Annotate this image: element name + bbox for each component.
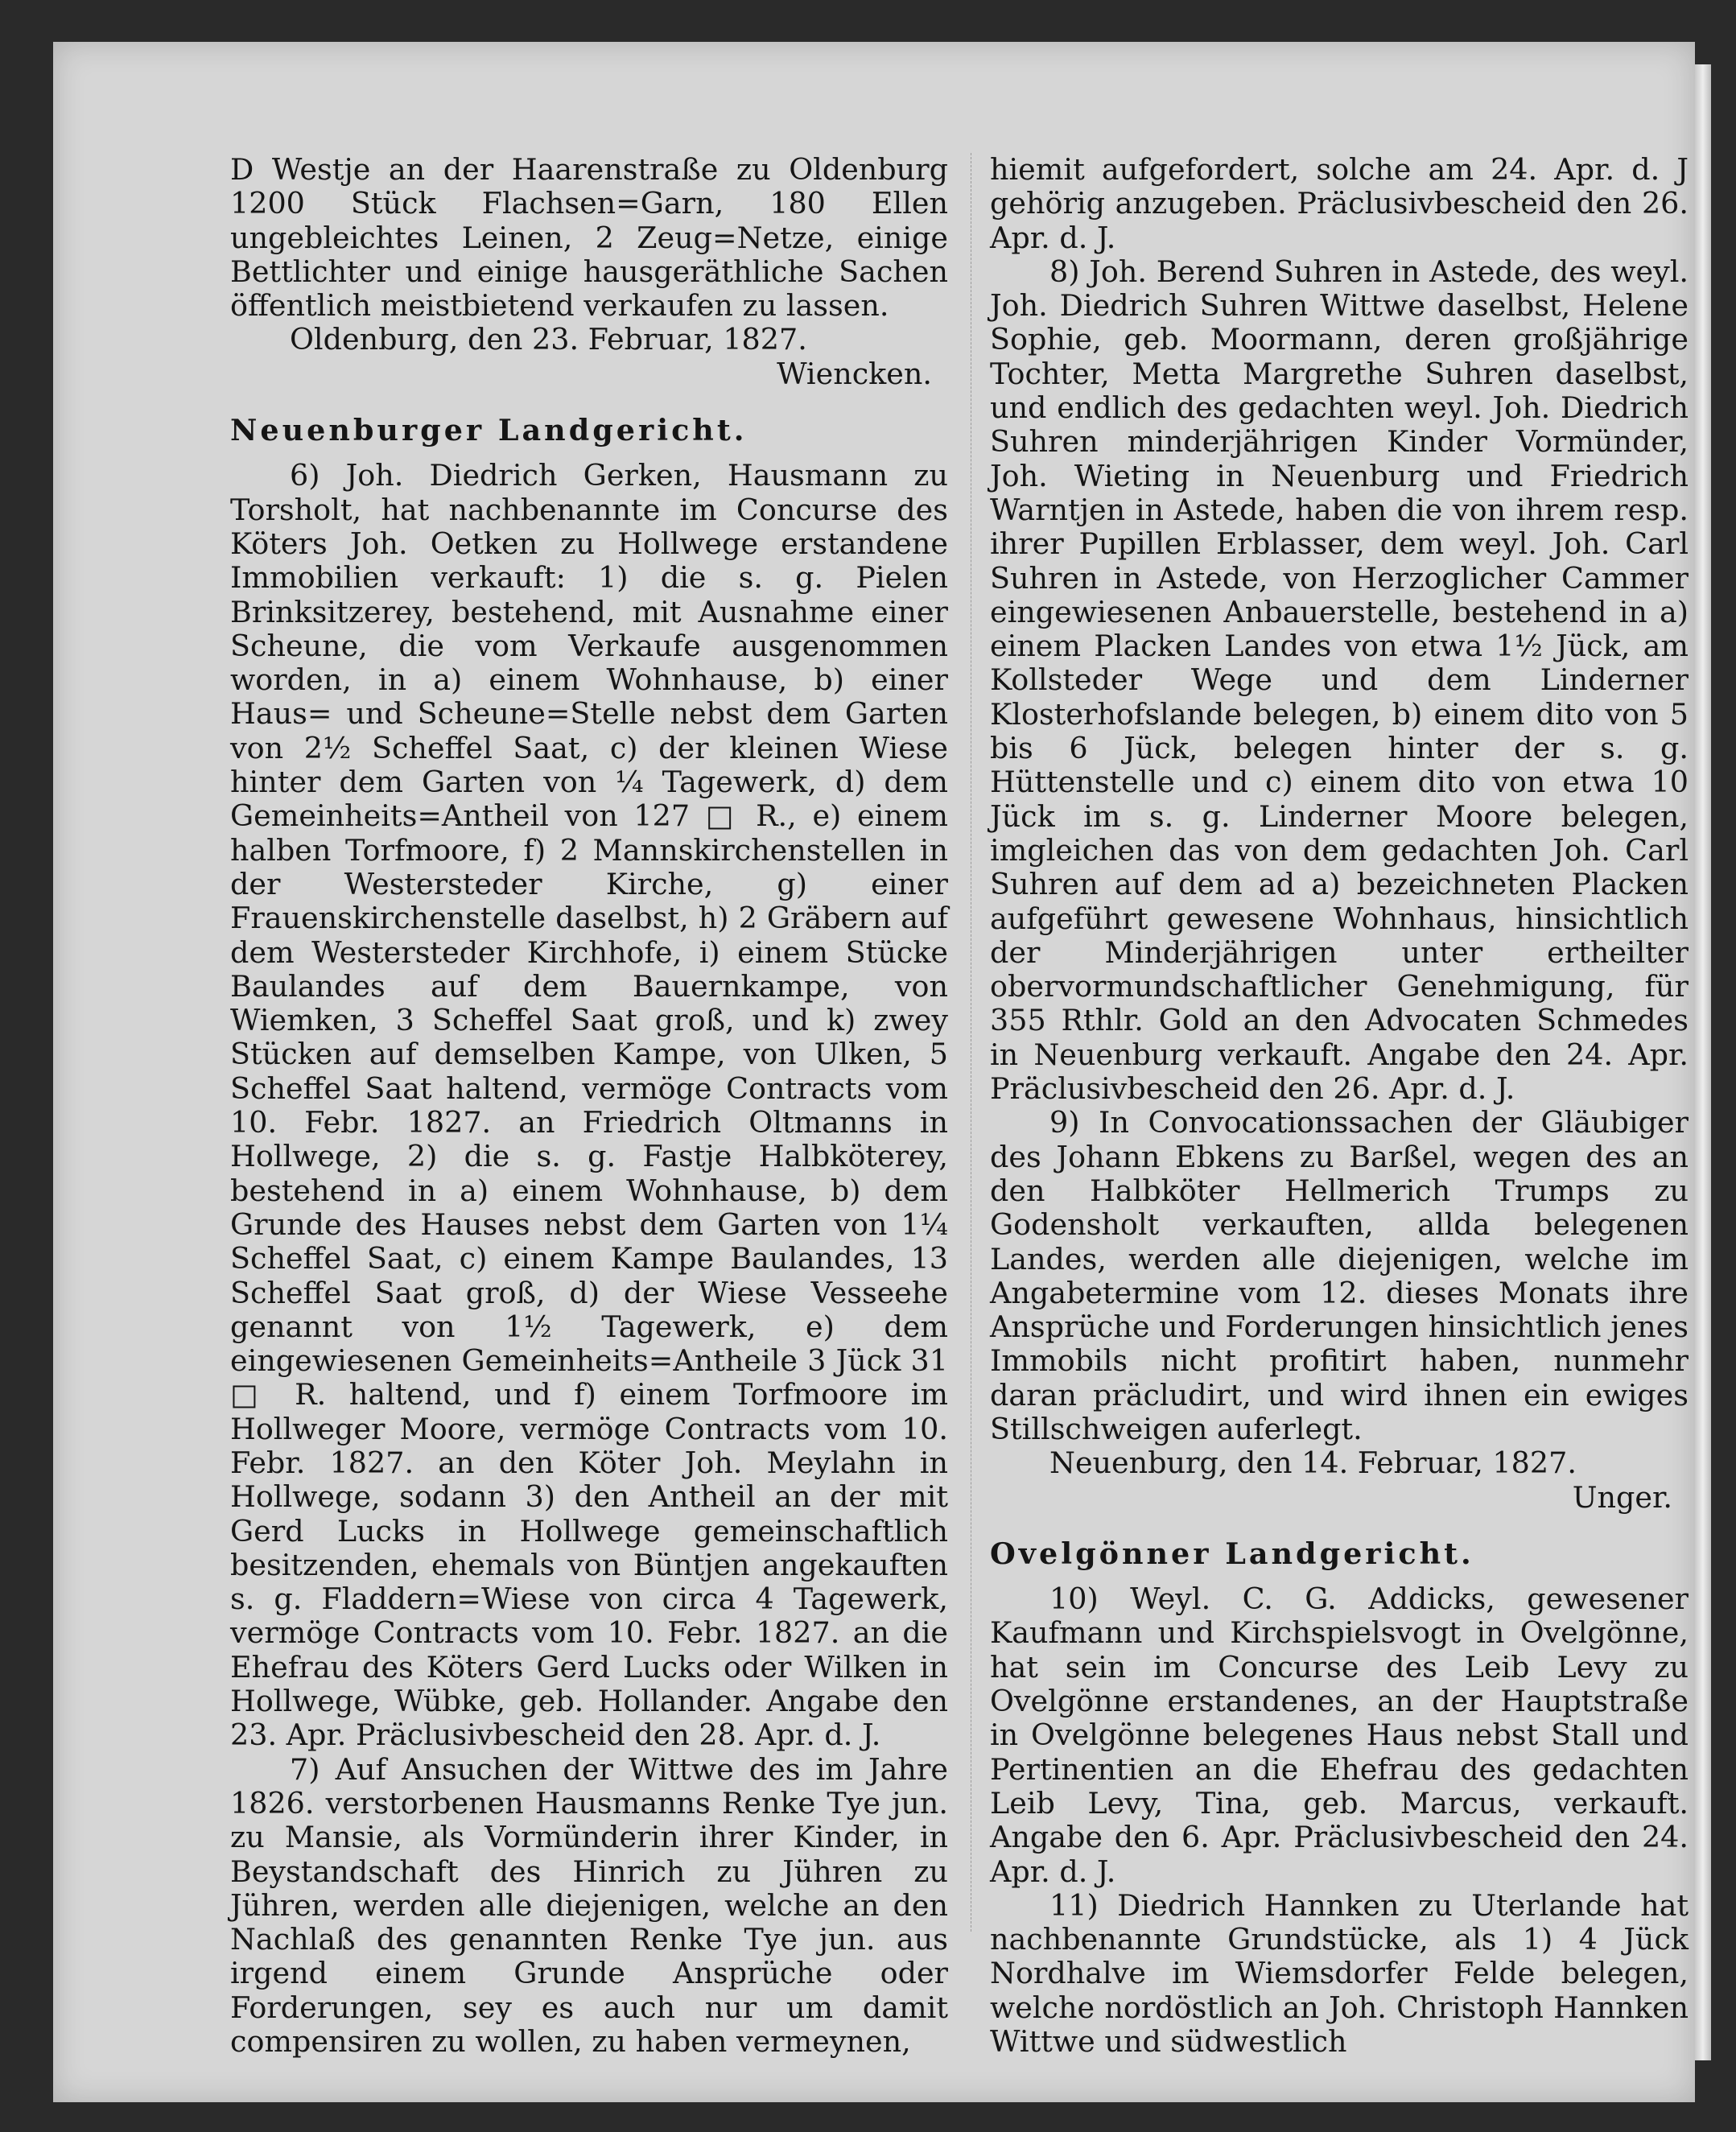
right-column — [990, 153, 1689, 2059]
notice-item-7-continuation: hiemit aufgefordert, solche am 24. Apr. d. J gehörig anzugeben. Präclusivbescheid den 26. Apr. d. J. — [990, 152, 1689, 255]
date-line-oldenburg: Oldenburg, den 23. Februar, 1827. — [290, 322, 807, 357]
notice-item-9: 9) In Convocationssachen der Gläubiger des Johann Ebkens zu Barßel, wegen des an den Halbköter Hellmerich Trumps zu Godensholt verkauften, allda belegenen Landes, werden alle diejenigen, welche im Angabetermine vom 12. dieses Monats ihre Ansprüche und Forderungen hinsichtlich jenes Immobils nicht profitirt haben, nunmehr daran präcludirt, und wird ihnen ein ewiges Stillschweigen auferlegt. — [990, 1105, 1689, 1446]
notice-item-7: 7) Auf Ansuchen der Wittwe des im Jahre 1826. verstorbenen Hausmanns Renke Tye jun. zu Mansie, als Vormünderin ihrer Kinder, in Beystandschaft des Hinrich zu Jühren zu Jühren, werden alle diejenigen, welche an den Nachlaß des genannten Renke Tye jun. aus irgend einem Grunde Ansprüche oder Forderungen, sey es auch nur um damit compensiren zu wollen, zu haben vermeynen, — [230, 1751, 948, 2060]
section-heading-neuenburg: Neuenburger Landgericht. — [230, 413, 748, 448]
left-column — [230, 153, 948, 2059]
notice-item-10: 10) Weyl. C. G. Addicks, gewesener Kaufmann und Kirchspielsvogt in Ovelgönne, hat sein im Concurse des Leib Levy zu Ovelgönne erstandenes, an der Hauptstraße in Ovelgönne belegenes Haus nebst Stall und Pertinentien an die Ehefrau des gedachten Leib Levy, Tina, geb. Marcus, verkauft. Angabe den 6. Apr. Präclusivbescheid den 24. Apr. d. J. — [990, 1581, 1689, 1889]
section-heading-ovelgoenne: Ovelgönner Landgericht. — [990, 1536, 1474, 1571]
page-edge — [1695, 64, 1711, 2060]
notice-item-8: 8) Joh. Berend Suhren in Astede, des weyl. Joh. Diedrich Suhren Wittwe daselbst, Helene Sophie, geb. Moormann, deren großjährige Tochter, Metta Margrethe Suhren daselbst, und endlich des gedachten weyl. Joh. Diedrich Suhren minderjährigen Kinder Vormünder, Joh. Wieting in Neuenburg und Friedrich Warntjen in Astede, haben die von ihrem resp. ihrer Pupillen Erblasser, dem weyl. Joh. Carl Suhren in Astede, von Herzoglicher Cammer eingewiesenen Anbauerstelle, bestehend in a) einem Placken Landes von etwa 1½ Jück, am Kollsteder Wege und dem Linderner Klosterhofslande belegen, b) einem dito von 5 bis 6 Jück, belegen hinter der s. g. Hüttenstelle und c) einem dito von etwa 10 Jück im s. g. Linderner Moore belegen, imgleichen das von dem gedachten Joh. Carl Suhren auf dem ad a) bezeichneten Placken aufgeführt gewesene Wohnhaus, hinsichtlich der Minderjährigen unter ertheilter obervormundschaftlicher Genehmigung, für 355 Rthlr. Gold an den Advocaten Schmedes in Neuenburg verkauft. Angabe den 24. Apr. Präclusivbescheid den 26. Apr. d. J. — [990, 254, 1689, 1107]
notice-item-11: 11) Diedrich Hannken zu Uterlande hat nachbenannte Grundstücke, als 1) 4 Jück Nordhalve im Wiemsdorfer Felde belegen, welche nordöstlich an Joh. Christoph Hannken Wittwe und südwestlich — [990, 1887, 1689, 2060]
intro-paragraph: D Westje an der Haarenstraße zu Oldenburg 1200 Stück Flachsen=Garn, 180 Ellen ungebleichtes Leinen, 2 Zeug=Netze, einige Bettlichter und einige hausgeräthliche Sachen öffentlich meistbietend verkaufen zu lassen. — [230, 152, 948, 324]
date-line-neuenburg: Neuenburg, den 14. Februar, 1827. — [1049, 1445, 1577, 1481]
notice-item-6: 6) Joh. Diedrich Gerken, Hausmann zu Torsholt, hat nachbenannte im Concurse des Köters Joh. Oetken zu Hollwege erstandene Immobilien verkauft: 1) die s. g. Pielen Brinksitzerey, bestehend, mit Ausnahme einer Scheune, die vom Verkaufe ausgenommen worden, in a) einem Wohnhause, b) einer Haus= und Scheune=Stelle nebst dem Garten von 2½ Scheffel Saat, c) der kleinen Wiese hinter dem Garten von ¼ Tagewerk, d) dem Gemeinheits=Antheil von 127 □ R., e) einem halben Torfmoore, f) 2 Mannskirchenstellen in der Westersteder Kirche, g) einer Frauenskirchenstelle daselbst, h) 2 Gräbern auf dem Westersteder Kirchhofe, i) einem Stücke Baulandes auf dem Bauernkampe, von Wiemken, 3 Scheffel Saat groß, und k) zwey Stücken auf demselben Kampe, von Ulken, 5 Scheffel Saat haltend, vermöge Contracts vom 10. Febr. 1827. an Friedrich Oltmanns in Hollwege, 2) die s. g. Fastje Halbköterey, bestehend in a) einem Wohnhause, b) dem Grunde des Hauses nebst dem Garten von 1¼ Scheffel Saat, c) einem Kampe Baulandes, 13 Scheffel Saat groß, d) der Wiese Vesseehe genannt von 1½ Tagewerk, e) dem eingewiesenen Gemeinheits=Antheile 3 Jück 31 □ R. haltend, und f) einem Torfmoore im Hollweger Moore, vermöge Contracts vom 10. Febr. 1827. an den Köter Joh. Meylahn in Hollwege, sodann 3) den Antheil an der mit Gerd Lucks in Hollwege gemeinschaftlich besitzenden, ehemals von Büntjen angekauften s. g. Fladdern=Wiese von circa 4 Tagewerk, vermöge Contracts vom 10. Febr. 1827. an die Ehefrau des Köters Gerd Lucks oder Wilken in Hollwege, Wübke, geb. Hollander. Angabe den 23. Apr. Präclusivbescheid den 28. Apr. d. J. — [230, 458, 948, 1753]
signature-wiencken: Wiencken. — [777, 356, 932, 391]
signature-unger: Unger. — [1572, 1479, 1672, 1515]
